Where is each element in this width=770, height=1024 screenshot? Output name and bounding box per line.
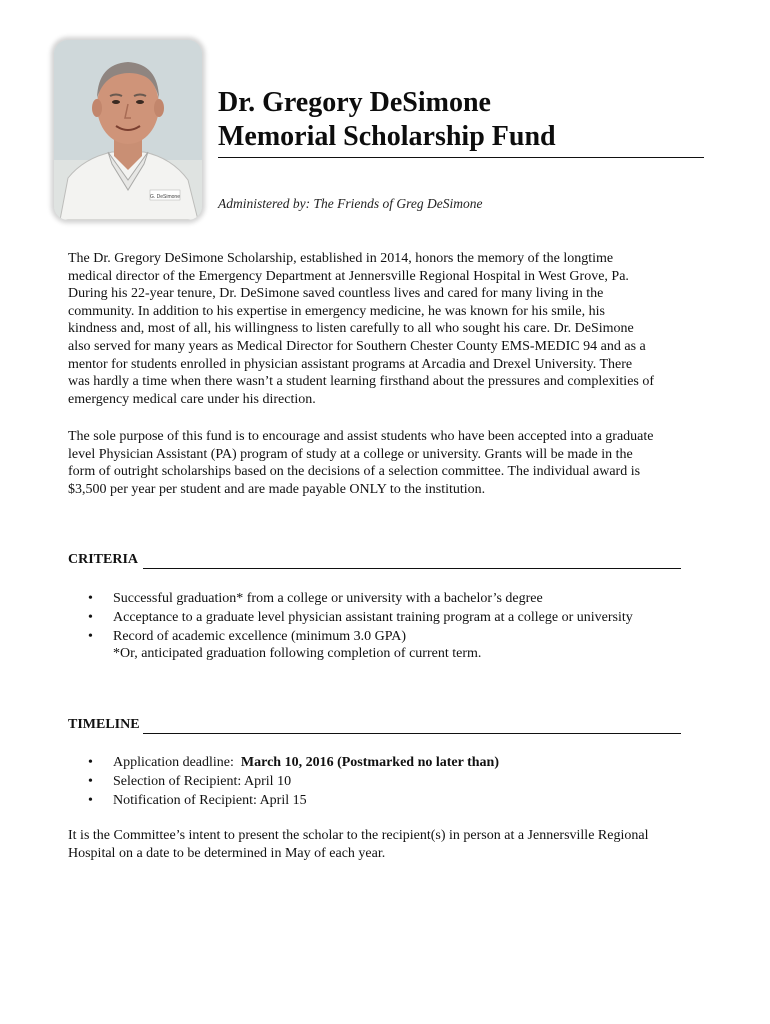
intro-paragraph (68, 250, 708, 408)
list-item (88, 753, 499, 772)
timeline-list (88, 753, 499, 810)
portrait-illustration (54, 40, 202, 220)
deadline-label: Application deadline: (113, 755, 241, 770)
title-underline (218, 157, 704, 158)
intro-line: kindness and, most of all, his willingness to listen carefully to all who sought his care. Dr. DeSimone (68, 321, 634, 337)
deadline-value: March 10, 2016 (Postmarked no later than) (240, 755, 499, 770)
bullet-icon: • (88, 610, 93, 625)
criteria-item-text: Record of academic excellence (minimum 3.0 GPA) (113, 629, 406, 644)
list-item (88, 627, 633, 646)
notification-date: Notification of Recipient: April 15 (113, 793, 307, 808)
bullet-icon: • (88, 591, 93, 606)
administered-by-line: Administered by: The Friends of Greg DeSimone (218, 196, 483, 211)
intro-line: also served for many years as Medical Director for Southern Chester County EMS-MEDIC 94 and as a (68, 338, 646, 354)
page-title-line-2: Memorial Scholarship Fund (218, 121, 556, 152)
title-block (218, 86, 556, 154)
selection-date: Selection of Recipient: April 10 (113, 774, 292, 789)
criteria-list (88, 589, 633, 646)
purpose-line: level Physician Assistant (PA) program of study at a college or university. Grants will be made in the (68, 446, 633, 462)
criteria-item-text: Acceptance to a graduate level physician assistant training program at a college or university (113, 610, 633, 625)
photo-badge-text: G. DeSimone (149, 194, 181, 200)
closing-paragraph (68, 827, 708, 862)
purpose-paragraph (68, 428, 708, 498)
bullet-icon: • (88, 755, 93, 770)
intro-line: emergency medical care under his direction. (68, 391, 316, 407)
bullet-icon: • (88, 774, 93, 789)
intro-line: medical director of the Emergency Department at Jennersville Regional Hospital in West Grove, Pa. (68, 268, 629, 284)
bullet-icon: • (88, 793, 93, 808)
list-item (88, 772, 499, 791)
criteria-footnote: *Or, anticipated graduation following completion of current term. (113, 646, 482, 661)
list-item (88, 589, 633, 608)
closing-line: It is the Committee’s intent to present the scholar to the recipient(s) in person at a Jennersville Regional (68, 828, 649, 843)
intro-line: community. In addition to his expertise in emergency medicine, he was known for his smile, his (68, 303, 605, 319)
purpose-line: $3,500 per year per student and are made payable ONLY to the institution. (68, 481, 486, 497)
intro-line: mentor for students enrolled in physician assistant programs at Arcadia and Drexel University. There (68, 356, 633, 372)
intro-line: During his 22-year tenure, Dr. DeSimone saved countless lives and cared for many living in the (68, 286, 604, 302)
portrait-photo (54, 40, 202, 220)
purpose-line: form of outright scholarships based on the decisions of a selection committee. The individual award is (68, 464, 641, 480)
bullet-icon: • (88, 629, 93, 644)
criteria-item-text: Successful graduation* from a college or university with a bachelor’s degree (113, 591, 543, 606)
page-title-line-1: Dr. Gregory DeSimone (218, 87, 491, 118)
criteria-heading-rule (143, 568, 681, 569)
list-item (88, 608, 633, 627)
timeline-heading: TIMELINE (68, 717, 140, 732)
timeline-heading-rule (143, 733, 681, 734)
criteria-heading: CRITERIA (68, 552, 139, 567)
list-item (88, 791, 499, 810)
intro-line: The Dr. Gregory DeSimone Scholarship, established in 2014, honors the memory of the longtime (68, 251, 614, 266)
intro-line: was hardly a time when there wasn’t a student learning firsthand about the pressures and complexities of (68, 374, 655, 390)
purpose-line: The sole purpose of this fund is to encourage and assist students who have been accepted into a graduate (68, 429, 654, 444)
closing-line: Hospital on a date to be determined in May of each year. (68, 845, 386, 861)
